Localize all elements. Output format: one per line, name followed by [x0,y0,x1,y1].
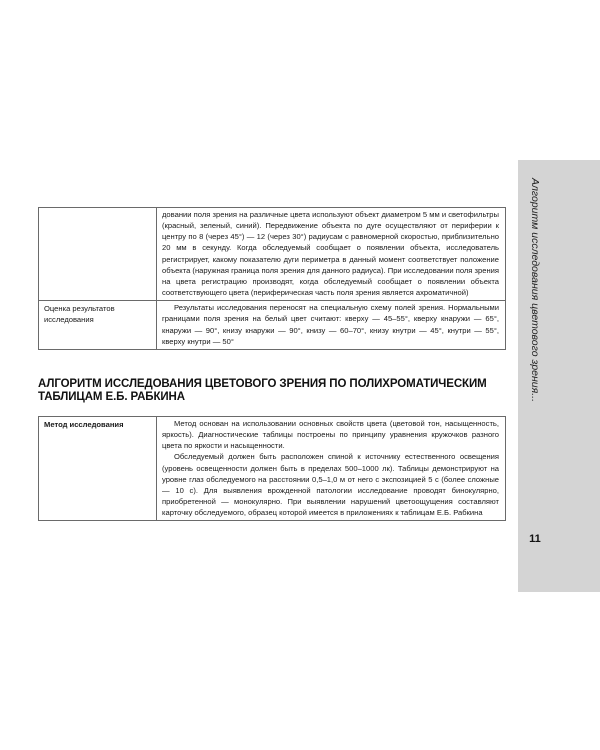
procedure-table-continued [38,207,506,350]
row-label-cell: Метод исследования [39,417,157,521]
section-heading: АЛГОРИТМ ИССЛЕДОВАНИЯ ЦВЕТОВОГО ЗРЕНИЯ ПО ПОЛИХРОМАТИЧЕСКИМ ТАБЛИЦАМ Е.Б. РАБКИНА [38,378,487,403]
row-text-cell [157,417,506,521]
method-table [38,416,506,521]
running-title: Алгоритм исследования цветового зрения... [529,178,541,402]
paragraph: Результаты исследования переносят на специальную схему полей зрения. Нормальными границами поля зрения на белый цвет считают: кверху — 45–55°, кверху кнаружи — 65°, кнаружи — 90°, книзу кнаружи — 90°, книзу — 60–70°, книзу кнутри — 45°, кнутри — 55°, кверху кнутри — 50° [162,303,499,346]
table-row [39,301,506,350]
paragraph: Метод основан на использовании основных свойств цвета (цветовой тон, насыщенность, яркость). Диагностические таблицы построены по принципу уравнения кружочков разного цвета по яркости и насыщенности. [162,419,499,451]
row-label-cell: Оценка результатов исследования [39,301,157,350]
table-row [39,208,506,301]
table-row [39,417,506,521]
row-label-cell [39,208,157,301]
paragraph: довании поля зрения на различные цвета используют объект диаметром 5 мм и светофильтры (красный, зеленый, синий). Передвижение объекта по дуге осуществляют от периферии к центру по 8 (через 45°) — 12 (через 30°) радиусам с равномерной скоростью, приблизительно 20 мм в секунду. Когда обследуемый сообщает о появлении объекта, исследователь регистрирует, какому показателю дуги периметра в данный момент соответствует положение объекта (наружная граница поля зрения для данного радиуса). При исследовании поля зрения на цвета регистрацию производят, когда обследуемый сообщает о появлении объекта соответствующего цвета (периферическая часть поля зрения является ахроматичной) [162,210,499,298]
page-number: 11 [529,533,541,545]
row-text-cell [157,301,506,350]
row-text-cell [157,208,506,301]
paragraph: Обследуемый должен быть расположен спиной к источнику естественного освещения (уровень освещенности должен быть в пределах 500–1000 лк). Таблицы демонстрируют на уровне глаз обследуемого на расстоянии 0,5–1,0 м от него с экспозицией 5 с (более сложные — 10 с). Для выявления врожденной патологии исследование проводят бинокулярно, приобретенной — монокулярно. При выявлении нарушений цветоощущения составляют карточку обследуемого, образец которой имеется в приложениях к таблицам Е.Б. Рабкина [162,452,499,518]
